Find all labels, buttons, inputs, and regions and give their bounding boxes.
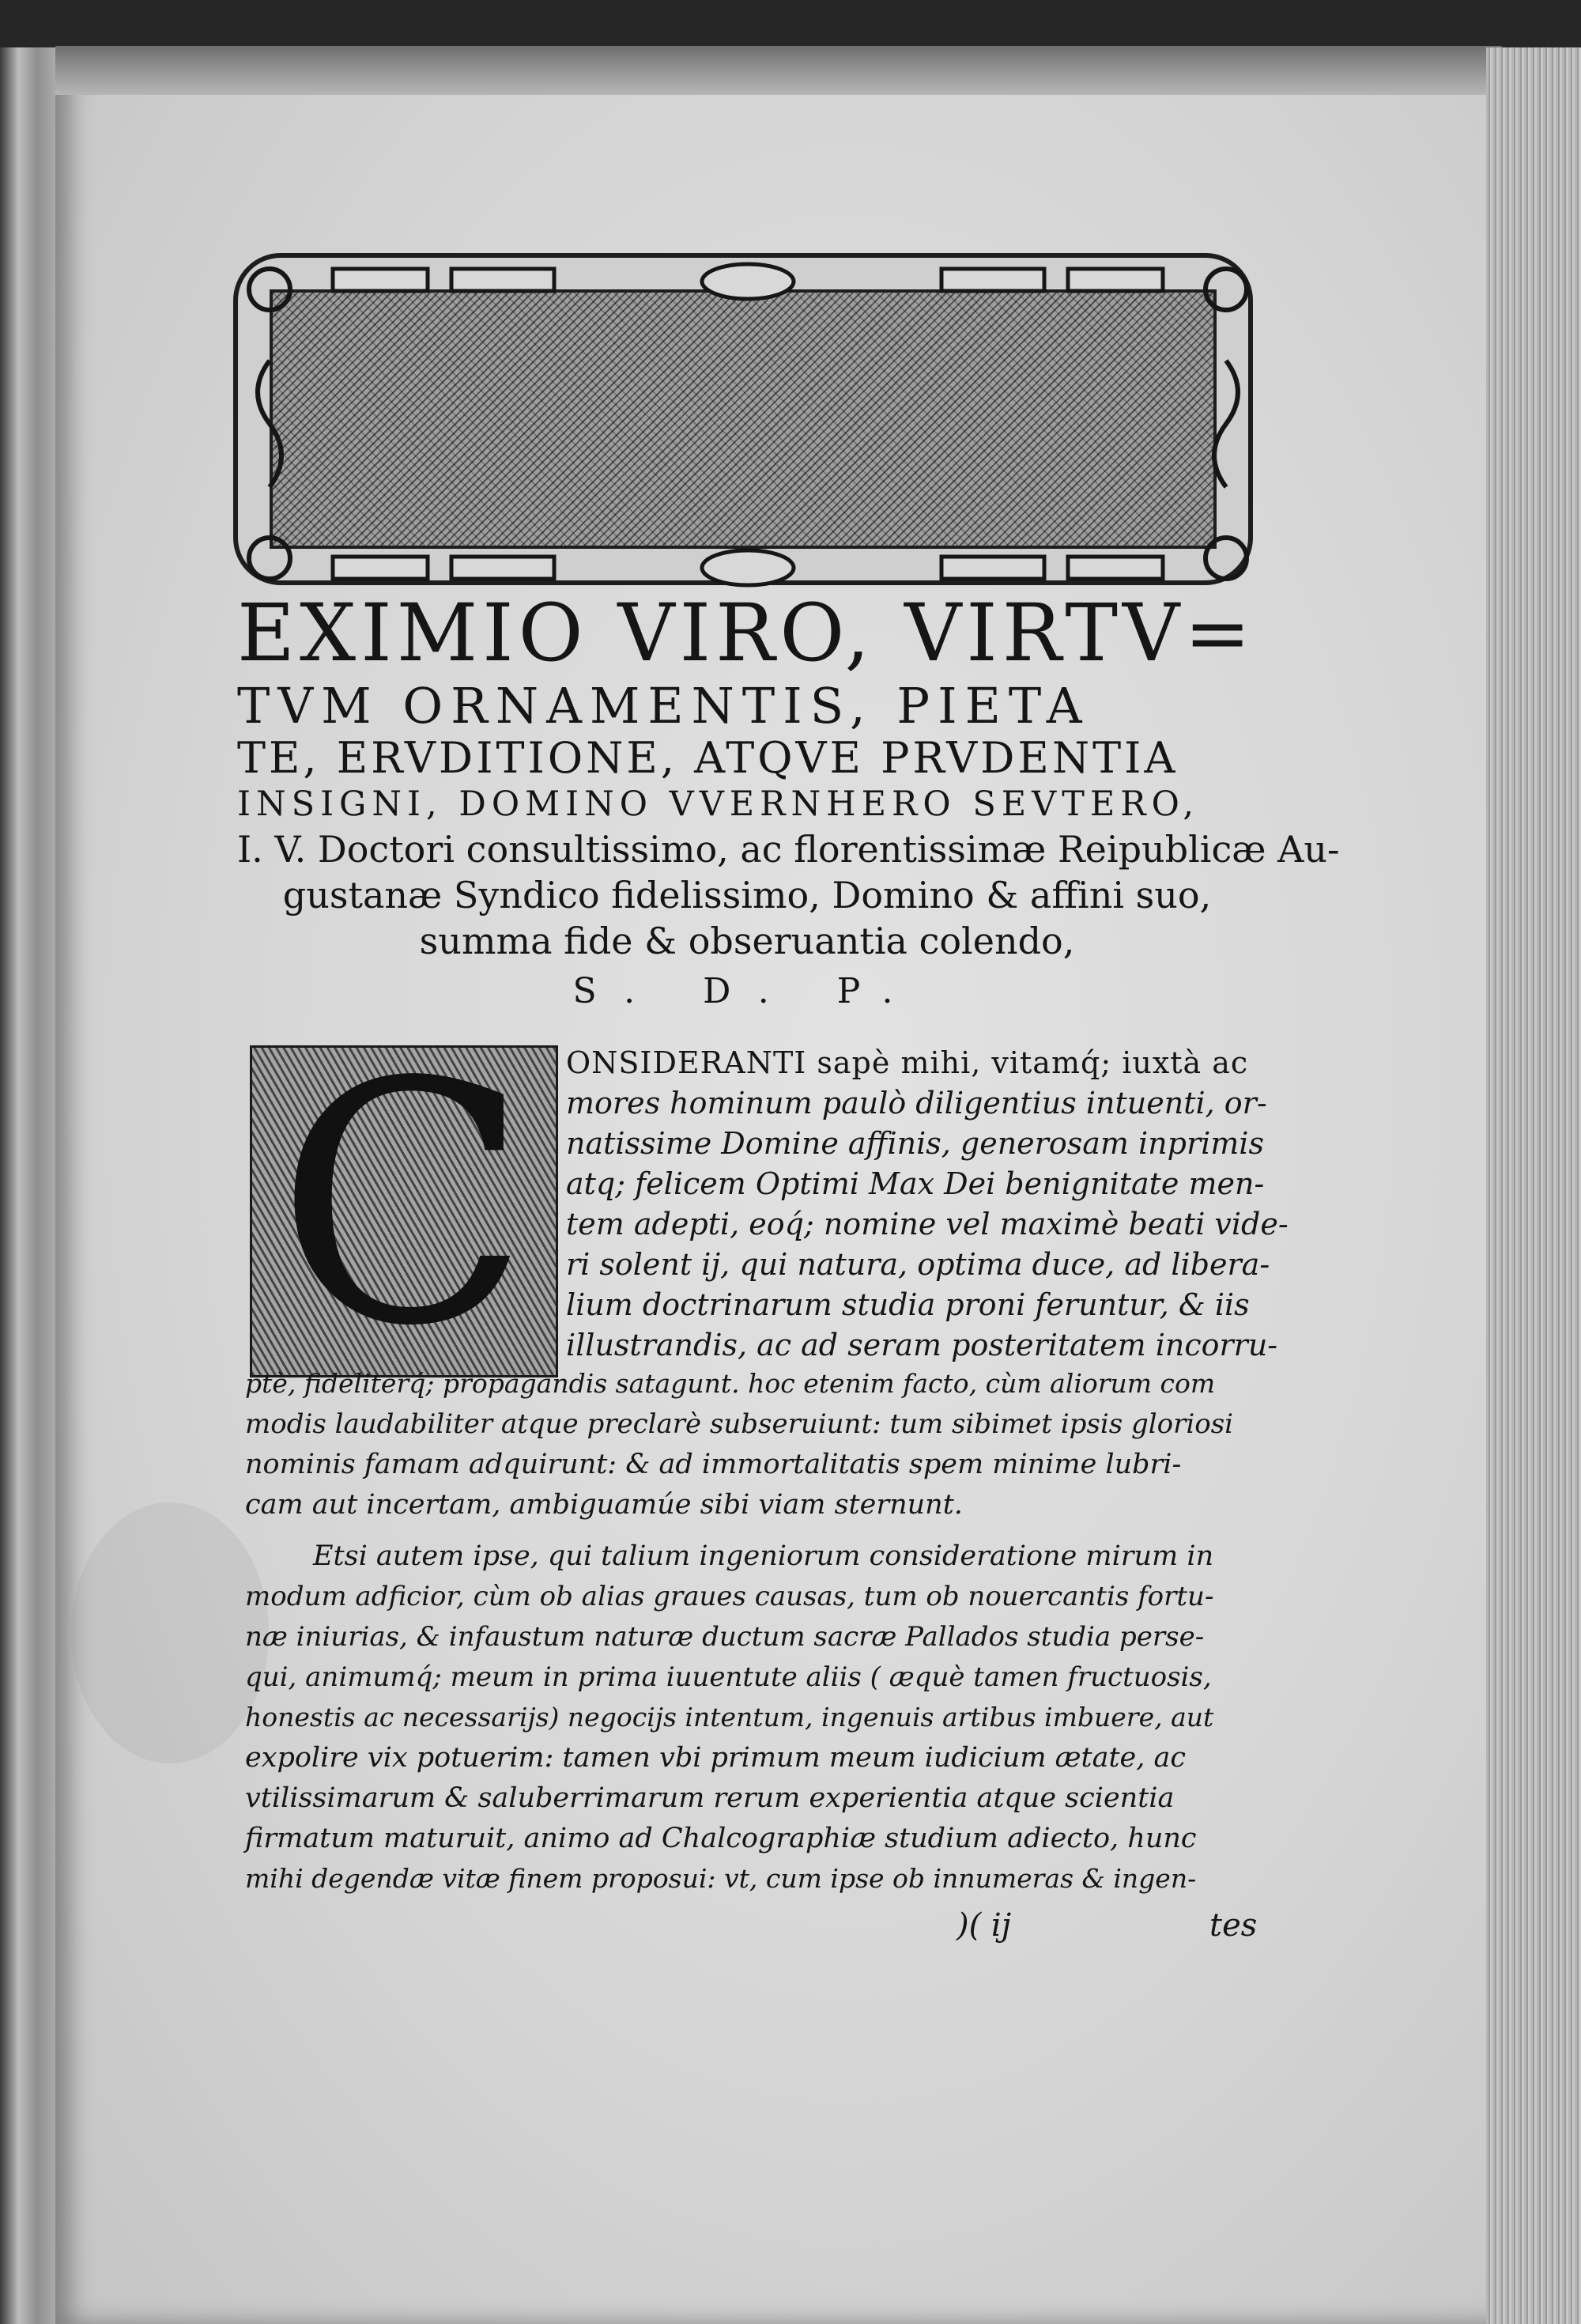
text-line: modum adficior, cùm ob alias graues causas, tum ob nouercantis fortu-	[245, 1581, 1214, 1612]
text-line: næ iniurias, & infaustum naturæ ductum sacræ Pallados studia perse-	[245, 1621, 1205, 1653]
text-line: ptè, fideliterq́; propagandis satagunt. hoc etenim facto, cùm aliorum com	[245, 1368, 1216, 1399]
text-line: mihi degendæ vitæ finem proposui: vt, cum ipse ob innumeras & ingen-	[245, 1863, 1197, 1894]
title-line-7: summa fide & obseruantia colendo,	[419, 920, 1075, 962]
title-line-1: EXIMIO VIRO, VIRTV=	[237, 587, 1256, 679]
text-line: qui, animumq́; meum in prima iuuentute aliis ( æquè tamen fructuosis,	[245, 1661, 1212, 1693]
text-line: natissime Domine affinis, generosam inprimis	[566, 1126, 1264, 1161]
title-line-5: I. V. Doctori consultissimo, ac florentissimæ Reipublicæ Au-	[237, 828, 1340, 871]
title-line-4: INSIGNI, DOMINO VVERNHERO SEVTERO,	[237, 784, 1200, 824]
signature-mark: )( ij	[957, 1907, 1012, 1944]
text-line: vtilissimarum & saluberrimarum rerum experientia atque scientia	[245, 1782, 1175, 1814]
title-line-6: gustanæ Syndico fidelissimo, Domino & affini suo,	[282, 874, 1212, 916]
text-line: ONSIDERANTI sapè mihi, vitamq́; iuxtà ac	[566, 1045, 1249, 1080]
text-line: firmatum maturuit, animo ad Chalcographiæ studium adiecto, hunc	[245, 1823, 1197, 1854]
text-line: modis laudabiliter atque preclarè subseruiunt: tum sibimet ipsis gloriosi	[245, 1408, 1234, 1440]
title-line-3: TE, ERVDITIONE, ATQVE PRVDENTIA	[237, 733, 1179, 783]
text-line: mores hominum paulò diligentius intuenti, or-	[566, 1086, 1267, 1120]
text-line: atq; felicem Optimi Max Dei benignitate men-	[566, 1166, 1265, 1201]
text-line: honestis ac necessarijs) negocijs intentum, ingenuis artibus imbuere, aut	[245, 1702, 1214, 1733]
text-line: nominis famam adquirunt: & ad immortalitatis spem minime lubri-	[245, 1449, 1182, 1480]
text-line: cam aut incertam, ambiguamúe sibi viam sternunt.	[245, 1489, 963, 1521]
text-line: tem adepti, eoq́; nomine vel maximè beati vide-	[566, 1207, 1289, 1241]
text-line: expolire vix potuerim: tamen vbi primum meum iudicium ætate, ac	[245, 1742, 1186, 1774]
catchword: tes	[1209, 1907, 1258, 1944]
text-line: illustrandis, ac ad seram posteritatem incorru-	[566, 1328, 1278, 1362]
text-line: ri solent ij, qui natura, optima duce, ad libera-	[566, 1247, 1270, 1282]
salutation: S. D. P.	[572, 971, 922, 1011]
initial-letter: C	[276, 1012, 530, 1399]
text-line: lium doctrinarum studia proni feruntur, & iis	[566, 1287, 1250, 1322]
title-line-2: TVM ORNAMENTIS, PIETA	[237, 677, 1090, 735]
text-line: Etsi autem ipse, qui talium ingeniorum consideratione mirum in	[313, 1540, 1214, 1572]
